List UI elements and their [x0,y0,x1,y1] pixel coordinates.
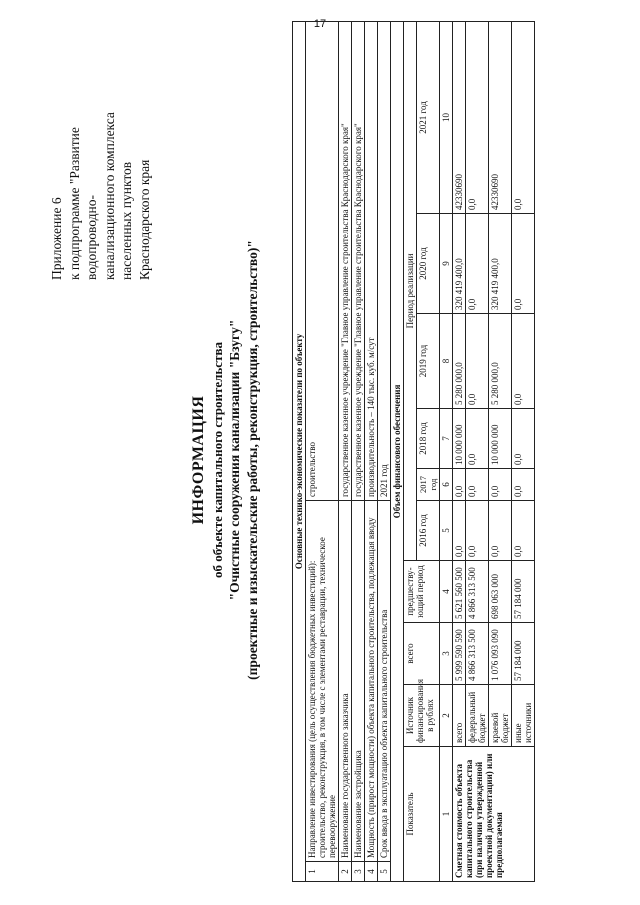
previous-period-column-header: предшеству-ющий период [404,561,440,623]
year-value-cell: 320 419 400,0 [453,214,466,314]
column-number: 6 [440,469,453,501]
total-cell: 4 866 313 500 [466,623,489,685]
source-cell: краевой бюджет [489,685,512,747]
row-number: 2 [339,862,352,882]
column-number: 1 [440,747,453,882]
year-value-cell: 0,0 [489,501,512,561]
document-title: ИНФОРМАЦИЯ [190,395,207,525]
year-value-cell: 0,0 [466,21,489,213]
column-number: 2 [440,685,453,747]
previous-cell: 698 063 000 [489,561,512,623]
page-number: 17 [313,18,327,30]
finance-column-headers [404,21,417,881]
column-number: 4 [440,561,453,623]
column-numbers-row [440,21,453,881]
table-row [352,21,365,881]
row-number: 3 [352,862,365,882]
year-value-cell: 5 280 000,0 [489,314,512,409]
year-value-cell: 0,0 [512,501,535,561]
year-header: 2016 год [417,501,440,561]
indicator-value: государственное казенное учреждение "Главное управление строительства Краснодарского края" [352,21,365,500]
total-cell: 5 999 590 590 [453,623,466,685]
column-number: 10 [440,21,453,213]
column-number: 8 [440,314,453,409]
appendix-line: водопроводно- [84,195,99,280]
year-value-cell: 0,0 [512,469,535,501]
rotated-page-content [40,30,600,890]
year-value-cell: 5 280 000,0 [453,314,466,409]
indicator-value: 2021 год [378,21,391,500]
year-value-cell: 0,0 [453,469,466,501]
column-number: 9 [440,214,453,314]
source-column-header: Источник финансирования в рублях [404,685,440,747]
previous-cell: 5 621 560 500 [453,561,466,623]
year-value-cell: 42330690 [453,21,466,213]
total-cell: 1 076 093 090 [489,623,512,685]
column-number: 3 [440,623,453,685]
source-cell: всего [453,685,466,747]
previous-cell: 4 866 313 500 [466,561,489,623]
source-cell: федеральный бюджет [466,685,489,747]
finance-header: Объем финансового обеспечения [391,21,404,881]
previous-cell: 57 184 000 [512,561,535,623]
indicator-column-header: Показатель [404,747,440,882]
year-value-cell: 320 419 400,0 [489,214,512,314]
indicator-value: государственное казенное учреждение "Главное управление строительства Краснодарского края" [339,21,352,500]
indicator-value: производительность – 140 тыс. куб. м/сут [365,21,378,500]
year-header: 2017 год [417,469,440,501]
year-value-cell: 0,0 [466,501,489,561]
table-row [306,21,339,881]
year-value-cell: 42330690 [489,21,512,213]
appendix-line: канализационного комплекса [101,112,117,280]
year-value-cell: 10 000 000 [489,409,512,469]
column-number: 7 [440,409,453,469]
indicator-label: Наименование государственного заказчика [339,501,352,862]
year-value-cell: 0,0 [512,314,535,409]
table-row [453,21,466,881]
appendix-line: Приложение 6 [49,197,64,280]
year-header: 2020 год [417,214,440,314]
document-subtitle: об объекте капитального строительства [210,342,225,578]
indicator-label: Наименование застройщика [352,501,365,862]
row-number: 4 [365,862,378,882]
indicator-value: строительство [306,21,339,500]
year-value-cell: 0,0 [512,21,535,213]
appendix-line: населенных пунктов [119,161,134,280]
year-value-cell: 0,0 [512,214,535,314]
column-number: 5 [440,501,453,561]
finance-indicator-label: Сметная стоимость объекта капитального строительства (при наличии утвержденной проектной документации) или предполагаемая [453,747,535,882]
year-value-cell: 10 000 000 [453,409,466,469]
indicator-label: Срок ввода в эксплуатацию объекта капитального строительства [378,501,391,862]
year-value-cell: 0,0 [489,469,512,501]
table-row [378,21,391,881]
year-value-cell: 0,0 [466,469,489,501]
object-name: "Очистные сооружения канализации "Бзугу" [227,319,242,601]
year-header: 2021 год [417,21,440,213]
source-cell: иные источники [512,685,535,747]
indicator-label: Мощность (прирост мощности) объекта капитального строительства, подлежащая вводу [365,501,378,862]
total-cell: 57 184 000 [512,623,535,685]
appendix-note [48,40,153,280]
year-header: 2018 год [417,409,440,469]
year-header: 2019 год [417,314,440,409]
year-value-cell: 0,0 [453,501,466,561]
row-number: 5 [378,862,391,882]
indicator-label: Направление инвестирования (цель осуществления бюджетных инвестиций): строительство, реконструкция, в том числе с элементами реставрации, техническое перевооружение [306,501,339,862]
year-value-cell: 0,0 [466,314,489,409]
total-column-header: всего [404,623,440,685]
year-value-cell: 0,0 [466,214,489,314]
period-column-header: Период реализации [404,21,417,560]
table-row [339,21,352,881]
appendix-line: Краснодарского края [136,159,152,280]
year-value-cell: 0,0 [512,409,535,469]
row-number: 1 [306,862,339,882]
year-value-cell: 0,0 [466,409,489,469]
appendix-line: к подпрограмме "Развитие [66,127,82,280]
object-info-table [292,21,535,882]
indicators-header: Основные технико-экономические показатели по объекту [293,21,306,881]
table-row [365,21,378,881]
object-works: (проектные и изыскательские работы, реконструкция, строительство)" [245,240,260,680]
